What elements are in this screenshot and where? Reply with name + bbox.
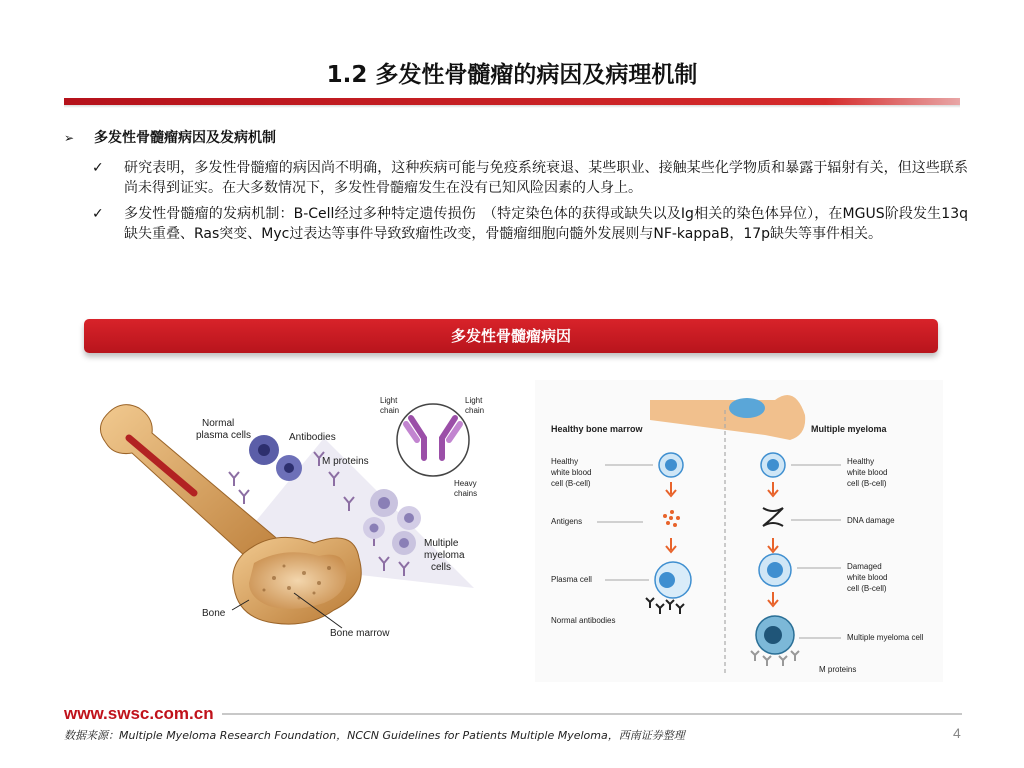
mm-cells-label-3: cells xyxy=(431,562,452,573)
normal-plasma-label-2: plasma cells xyxy=(196,430,252,441)
healthy-column-title: Healthy bone marrow xyxy=(551,424,643,434)
bone-marrow-label: Bone marrow xyxy=(330,628,390,639)
light-chain-label-2b: chain xyxy=(465,406,485,415)
damaged-label-3: cell (B-cell) xyxy=(847,584,887,593)
mm-cells-label-2: myeloma xyxy=(424,550,465,561)
antibody-detail-circle xyxy=(397,404,469,476)
page-number: 4 xyxy=(953,725,961,741)
heavy-chains-label-1: Heavy xyxy=(454,479,477,488)
section-heading: 多发性骨髓瘤病因及发病机制 xyxy=(94,130,276,146)
normal-plasma-label-1: Normal xyxy=(202,418,235,429)
dna-damage-label: DNA damage xyxy=(847,516,895,525)
right-healthy-label-1: Healthy xyxy=(847,457,875,466)
light-chain-label-2a: Light xyxy=(465,396,483,405)
bone-illustration xyxy=(84,378,524,678)
left-healthy-label-1: Healthy xyxy=(551,457,579,466)
checkmark-icon: ✓ xyxy=(92,206,104,222)
heavy-chains-label-2: chains xyxy=(454,489,478,498)
antigens-label: Antigens xyxy=(551,517,583,526)
plasma-cell-label: Plasma cell xyxy=(551,575,592,584)
footer-url: www.swsc.com.cn xyxy=(64,704,214,723)
myeloma-cell-nucleus xyxy=(764,626,782,644)
bone-label: Bone xyxy=(202,608,226,619)
plasma-cell-nucleus xyxy=(659,572,675,588)
myeloma-column-title: Multiple myeloma xyxy=(811,424,887,434)
antibodies-label: Antibodies xyxy=(289,432,336,443)
checkmark-icon: ✓ xyxy=(92,160,104,176)
bullet-section xyxy=(64,128,968,250)
right-healthy-label-3: cell (B-cell) xyxy=(847,479,887,488)
damaged-label-2: white blood xyxy=(847,573,888,582)
footer-divider xyxy=(222,713,962,715)
myeloma-comparison-diagram xyxy=(535,380,943,682)
footer-source: 数据来源：Multiple Myeloma Research Foundation，NCCN Guidelines for Patients Multiple Myeloma，西南证券整理 xyxy=(64,729,685,742)
page-title: 1.2 多发性骨髓瘤的病因及病理机制 xyxy=(326,62,698,88)
damaged-label-1: Damaged xyxy=(847,562,882,571)
damaged-bcell-nucleus xyxy=(767,562,783,578)
title-underline xyxy=(64,98,960,105)
m-proteins-right-label: M proteins xyxy=(819,665,857,674)
mm-cell-label: Multiple myeloma cell xyxy=(847,633,924,642)
left-healthy-label-3: cell (B-cell) xyxy=(551,479,591,488)
left-healthy-label-2: white blood xyxy=(551,468,592,477)
figure-banner: 多发性骨髓瘤病因 xyxy=(84,319,938,353)
light-chain-label-1a: Light xyxy=(380,396,398,405)
section-heading-row xyxy=(64,128,968,148)
mm-cells-label-1: Multiple xyxy=(424,538,459,549)
list-item-text: 研究表明，多发性骨髓瘤的病因尚不明确，这种疾病可能与免疫系统衰退、某些职业、接触某些化学物质和暴露于辐射有关，但这些联系尚未得到证实。在大多数情况下，多发性骨髓瘤发生在没有已知风险因素的人身上。 xyxy=(124,160,968,196)
m-proteins-label: M proteins xyxy=(322,456,369,467)
list-item-text: 多发性骨髓瘤的发病机制：B-Cell经过多种特定遗传损伤 （特定染色体的获得或缺失以及Ig相关的染色体异位），在MGUS阶段发生13q缺失重叠、Ras突变、Myc过表达等事件导致致瘤性改变，骨髓瘤细胞向髓外发展则与NF-kappaB，17p缺失等事件相关。 xyxy=(124,206,968,242)
title-underline-shadow xyxy=(64,105,960,108)
list-item xyxy=(92,158,968,198)
right-healthy-bcell-nucleus xyxy=(767,459,779,471)
normal-antibodies-label: Normal antibodies xyxy=(551,616,616,625)
right-healthy-label-2: white blood xyxy=(847,468,888,477)
light-chain-label-1b: chain xyxy=(380,406,400,415)
diagram-bone-cells xyxy=(729,398,765,418)
arrow-bullet-icon: ➢ xyxy=(64,131,75,145)
list-item xyxy=(92,204,968,244)
healthy-bcell-nucleus xyxy=(665,459,677,471)
